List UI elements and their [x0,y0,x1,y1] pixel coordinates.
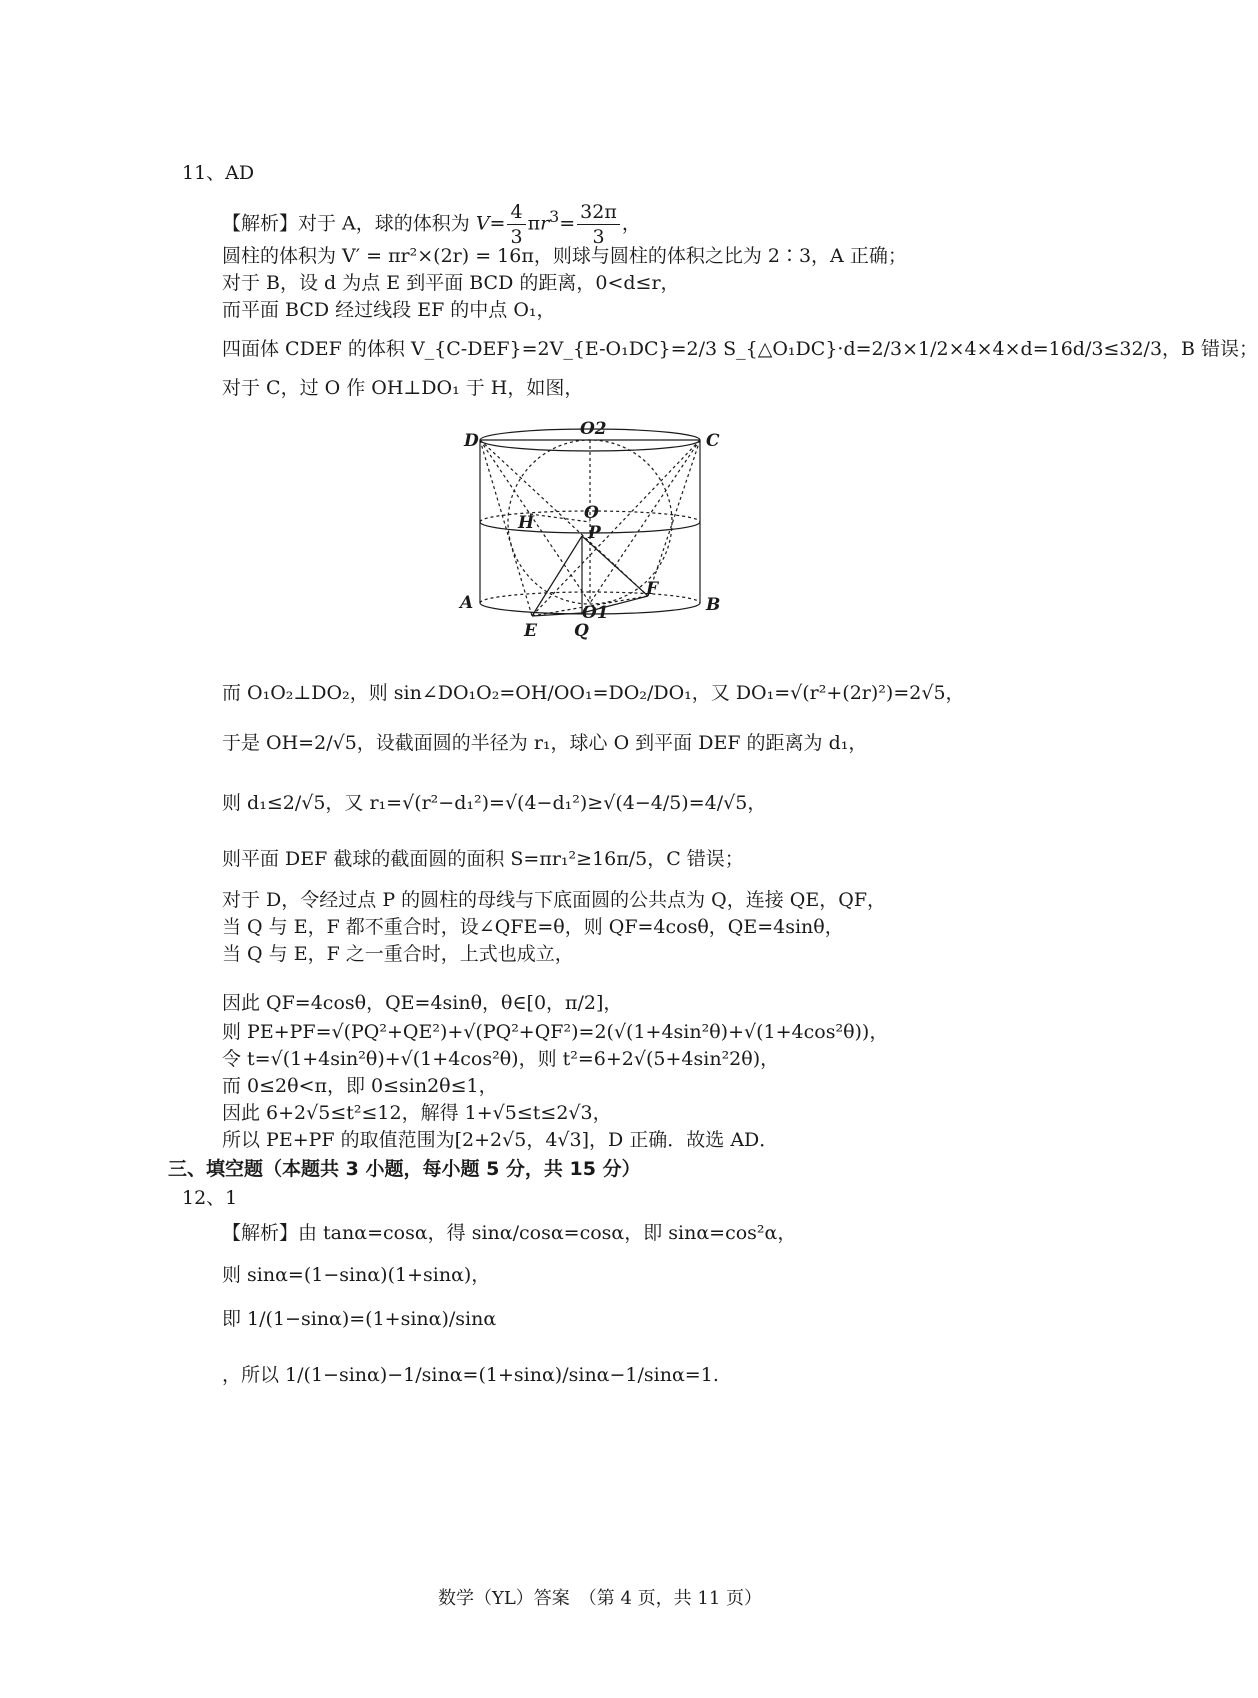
label-F: F [646,579,659,599]
page-footer: 数学（YL）答案 （第 4 页，共 11 页） [437,1588,763,1609]
label-C: C [706,431,720,451]
label-O: O [584,503,599,523]
label-O1: O1 [582,603,609,623]
q11-line-2: 圆柱的体积为 V′ = πr²×(2r) = 16π，则球与圆柱的体积之比为 2∶3，A 正确； [222,245,907,267]
question-11-number: 11、AD [182,162,255,184]
q11-line-5: 四面体 CDEF 的体积 V_{C-DEF}=2V_{E-O₁DC}=2/3 S_{△O₁DC}·d=2/3×1/2×4×4×d=16d/3≤32/3，B 错误； [222,338,1258,360]
label-E: E [524,621,537,641]
q12-line-2: 则 sinα=(1−sinα)(1+sinα)， [222,1264,491,1286]
q11-line-6: 对于 C，过 O 作 OH⊥DO₁ 于 H，如图， [222,377,584,399]
label-A: A [460,593,474,613]
q12-line-4: ，所以 1/(1−sinα)−1/sinα=(1+sinα)/sinα−1/sinα=1. [222,1364,719,1386]
q11-line-14: 因此 QF=4cosθ，QE=4sinθ，θ∈[0，π/2]， [222,992,623,1014]
q11-line-8: 于是 OH=2/√5，设截面圆的半径为 r₁，球心 O 到平面 DEF 的距离为 d₁， [222,732,868,754]
label-B: B [706,595,721,615]
cylinder-sphere-figure [460,408,721,648]
label-P: P [588,523,601,543]
q11-line-4: 而平面 BCD 经过线段 EF 的中点 O₁， [222,299,556,321]
q11-line-19: 所以 PE+PF 的取值范围为[2+2√5，4√3]，D 正确．故选 AD． [222,1129,779,1151]
q11-line-13: 当 Q 与 E，F 之一重合时，上式也成立， [222,943,574,965]
q11-line-18: 因此 6+2√5≤t²≤12，解得 1+√5≤t≤2√3， [222,1102,612,1124]
q11-line-10: 则平面 DEF 截球的截面圆的面积 S=πr₁²≥16π/5，C 错误； [222,848,744,870]
label-D: D [464,431,479,451]
q11-line-17: 而 0≤2θ<π，即 0≤sin2θ≤1， [222,1075,498,1097]
q11-line-1-text: 【解析】对于 A，球的体积为 [222,212,470,235]
q12-line-1: 【解析】由 tanα=cosα，得 sinα/cosα=cosα，即 sinα=cos²α， [222,1222,797,1244]
q11-line-7: 而 O₁O₂⊥DO₂，则 sin∠DO₁O₂=OH/OO₁=DO₂/DO₁，又 DO₁=√(r²+(2r)²)=2√5， [222,682,965,704]
label-Q: Q [574,621,589,641]
q11-line-11: 对于 D，令经过点 P 的圆柱的母线与下底面圆的公共点为 Q，连接 QE，QF， [222,889,886,911]
section-3-heading: 三、填空题（本题共 3 小题，每小题 5 分，共 15 分） [168,1158,641,1180]
question-12-number: 12、1 [182,1187,238,1209]
q11-line-9: 则 d₁≤2/√5，又 r₁=√(r²−d₁²)=√(4−d₁²)≥√(4−4/5)=4/√5， [222,792,767,814]
label-O2: O2 [580,419,607,439]
q12-line-3: 即 1/(1−sinα)=(1+sinα)/sinα [222,1308,497,1330]
q11-line-3: 对于 B，设 d 为点 E 到平面 BCD 的距离，0<d≤r， [222,272,680,294]
q11-line-12: 当 Q 与 E，F 都不重合时，设∠QFE=θ，则 QF=4cosθ，QE=4sinθ， [222,916,844,938]
q11-line-1: 【解析】对于 A，球的体积为 V= $\frac{4}{3}$ $\pi r^3=$ $\frac{32\pi}{3}$ ， [222,201,641,248]
q11-line-15: 则 PE+PF=√(PQ²+QE²)+√(PQ²+QF²)=2(√(1+4sin²θ)+√(1+4cos²θ))， [222,1021,889,1043]
label-H: H [518,513,535,533]
q11-line-16: 令 t=√(1+4sin²θ)+√(1+4cos²θ)，则 t²=6+2√(5+4sin²2θ)， [222,1048,780,1070]
